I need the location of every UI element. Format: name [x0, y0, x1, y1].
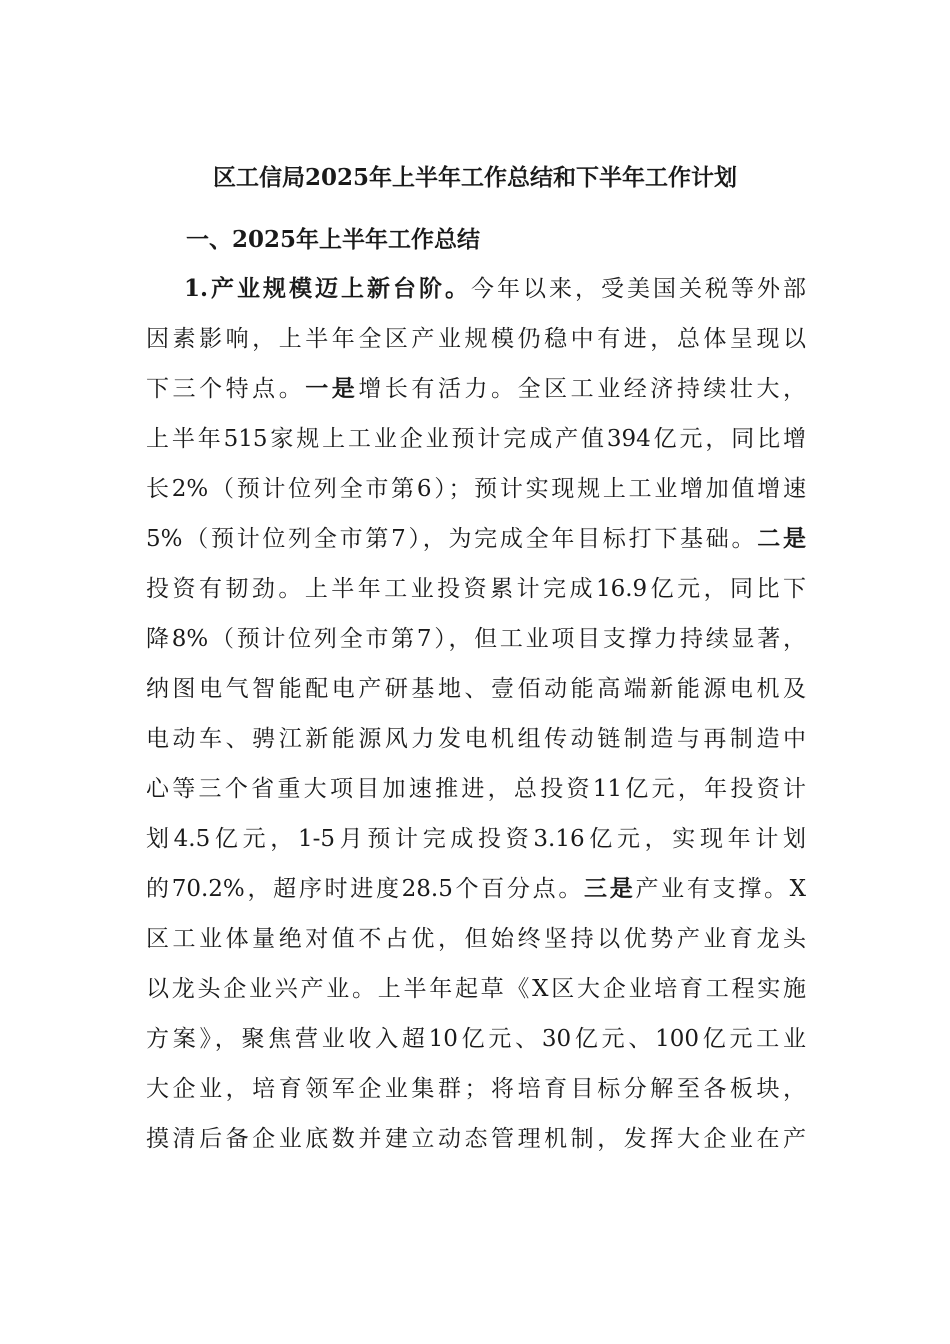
- text-segment: 的70.2%，超序时进度28.5个百分点。: [146, 876, 585, 902]
- text-segment: 心等三个省重大项目加速推进，总投资11亿元，年投资计: [146, 776, 806, 802]
- text-segment: 投资有韧劲。上半年工业投资累计完成16.9亿元，同比下: [146, 576, 806, 602]
- document-title: 区工信局2025年上半年工作总结和下半年工作计划: [212, 164, 737, 191]
- paragraph-line: [146, 770, 806, 820]
- text-segment: 摸清后备企业底数并建立动态管理机制，发挥大企业在产: [146, 1126, 806, 1152]
- paragraph-line: [146, 470, 806, 520]
- paragraph-line: [146, 720, 806, 770]
- text-segment: 以龙头企业兴产业。上半年起草《X区大企业培育工程实施: [146, 976, 806, 1002]
- text-segment: 长2%（预计位列全市第6）；预计实现规上工业增加值增速: [146, 476, 806, 502]
- paragraph-line: [146, 870, 806, 920]
- text-segment: 划4.5亿元，1-5月预计完成投资3.16亿元，实现年计划: [146, 826, 806, 852]
- bold-text-segment: 1.产业规模迈上新台阶。: [184, 275, 472, 302]
- bold-text-segment: 三是: [584, 875, 636, 902]
- paragraph-line: [146, 570, 806, 620]
- paragraph-line: [146, 670, 806, 720]
- bold-text-segment: 二是: [757, 525, 807, 552]
- section-heading: 一、2025年上半年工作总结: [186, 226, 481, 253]
- paragraph-line: [146, 270, 806, 320]
- text-segment: 纳图电气智能配电产研基地、壹佰动能高端新能源电机及: [146, 676, 806, 702]
- text-segment: 大企业，培育领军企业集群；将培育目标分解至各板块，: [146, 1076, 806, 1102]
- text-segment: 区工业体量绝对值不占优，但始终坚持以优势产业育龙头: [146, 926, 806, 952]
- paragraph-line: [146, 320, 806, 370]
- paragraph-line: [146, 1020, 806, 1070]
- paragraph-line: [146, 970, 806, 1020]
- paragraph-line: [146, 820, 806, 870]
- paragraph-line: [146, 1120, 806, 1170]
- text-segment: 电动车、骋江新能源风力发电机组传动链制造与再制造中: [146, 726, 806, 752]
- text-segment: 下三个特点。: [146, 376, 306, 402]
- text-segment: 因素影响，上半年全区产业规模仍稳中有进，总体呈现以: [146, 326, 806, 352]
- text-segment: 增长有活力。全区工业经济持续壮大，: [358, 376, 807, 402]
- text-segment: 上半年515家规上工业企业预计完成产值394亿元，同比增: [146, 426, 806, 452]
- body-paragraph: [146, 270, 806, 1170]
- text-segment: 产业有支撑。X: [635, 876, 807, 902]
- text-segment: 今年以来，受美国关税等外部: [471, 276, 807, 302]
- text-segment: 5%（预计位列全市第7），为完成全年目标打下基础。: [146, 526, 758, 552]
- text-segment: 方案》，聚焦营业收入超10亿元、30亿元、100亿元工业: [146, 1026, 806, 1052]
- text-segment: 降8%（预计位列全市第7），但工业项目支撑力持续显著，: [146, 626, 806, 652]
- paragraph-line: [146, 370, 806, 420]
- paragraph-line: [146, 520, 806, 570]
- paragraph-line: [146, 620, 806, 670]
- bold-text-segment: 一是: [305, 375, 359, 402]
- paragraph-line: [146, 920, 806, 970]
- paragraph-line: [146, 420, 806, 470]
- paragraph-line: [146, 1070, 806, 1120]
